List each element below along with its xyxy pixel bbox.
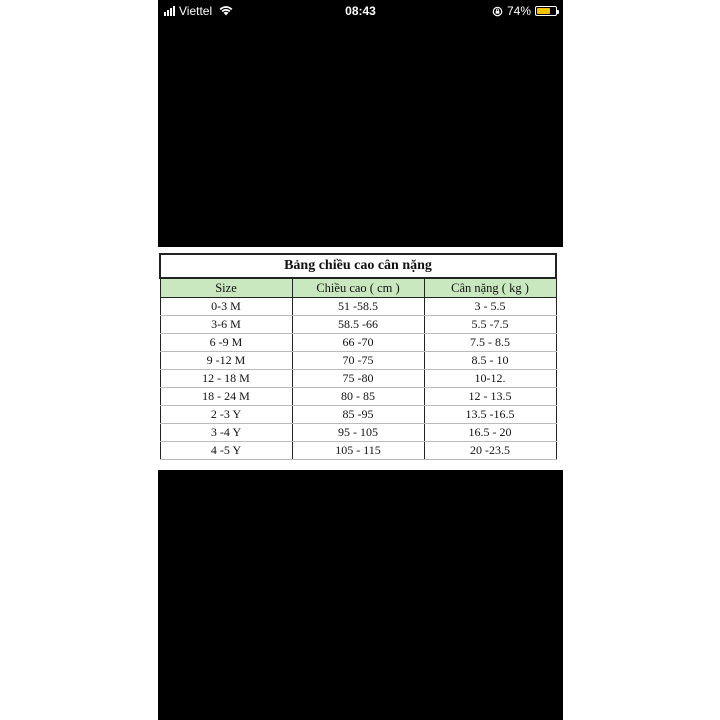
table-row: [160, 442, 556, 460]
cell-height: 51 -58.5: [292, 298, 424, 316]
cell-height: 105 - 115: [292, 442, 424, 460]
signal-icon: [164, 6, 175, 16]
table-row: [160, 406, 556, 424]
cell-size: 0-3 M: [160, 298, 292, 316]
clock: 08:43: [345, 4, 376, 18]
cell-weight: 16.5 - 20: [424, 424, 556, 442]
table-row: [160, 352, 556, 370]
status-bar: [158, 0, 563, 22]
cell-size: 4 -5 Y: [160, 442, 292, 460]
table-row: [160, 388, 556, 406]
status-left: [164, 4, 233, 18]
carrier-name: Viettel: [179, 4, 213, 18]
status-right: [492, 4, 557, 18]
cell-size: 3 -4 Y: [160, 424, 292, 442]
wifi-icon: [219, 6, 233, 16]
cell-weight: 13.5 -16.5: [424, 406, 556, 424]
size-chart-image: [158, 247, 563, 470]
cell-size: 18 - 24 M: [160, 388, 292, 406]
cell-weight: 3 - 5.5: [424, 298, 556, 316]
cell-size: 12 - 18 M: [160, 370, 292, 388]
table-row: [160, 424, 556, 442]
cell-size: 3-6 M: [160, 316, 292, 334]
battery-nub: [557, 10, 559, 14]
cell-weight: 7.5 - 8.5: [424, 334, 556, 352]
battery-fill: [537, 8, 550, 14]
rotation-lock-icon: [492, 6, 503, 17]
cell-height: 80 - 85: [292, 388, 424, 406]
battery-percent: 74%: [506, 4, 531, 18]
table-row: [160, 298, 556, 316]
cell-height: 66 -70: [292, 334, 424, 352]
cell-weight: 12 - 13.5: [424, 388, 556, 406]
cell-height: 75 -80: [292, 370, 424, 388]
size-chart-title: Bảng chiều cao cân nặng: [160, 254, 556, 278]
size-chart-table: [159, 253, 557, 460]
cell-weight: 20 -23.5: [424, 442, 556, 460]
cell-weight: 5.5 -7.5: [424, 316, 556, 334]
cell-size: 2 -3 Y: [160, 406, 292, 424]
cell-height: 95 - 105: [292, 424, 424, 442]
size-chart-rows: [160, 298, 556, 460]
header-size: Size: [160, 278, 292, 298]
cell-height: 58.5 -66: [292, 316, 424, 334]
cell-size: 6 -9 M: [160, 334, 292, 352]
battery-icon: [535, 6, 557, 16]
cell-height: 70 -75: [292, 352, 424, 370]
table-row: [160, 334, 556, 352]
header-weight: Cân nặng ( kg ): [424, 278, 556, 298]
cell-height: 85 -95: [292, 406, 424, 424]
cell-weight: 10-12.: [424, 370, 556, 388]
cell-size: 9 -12 M: [160, 352, 292, 370]
table-row: [160, 316, 556, 334]
cell-weight: 8.5 - 10: [424, 352, 556, 370]
table-row: [160, 370, 556, 388]
header-height: Chiều cao ( cm ): [292, 278, 424, 298]
phone-screen: [158, 0, 563, 720]
